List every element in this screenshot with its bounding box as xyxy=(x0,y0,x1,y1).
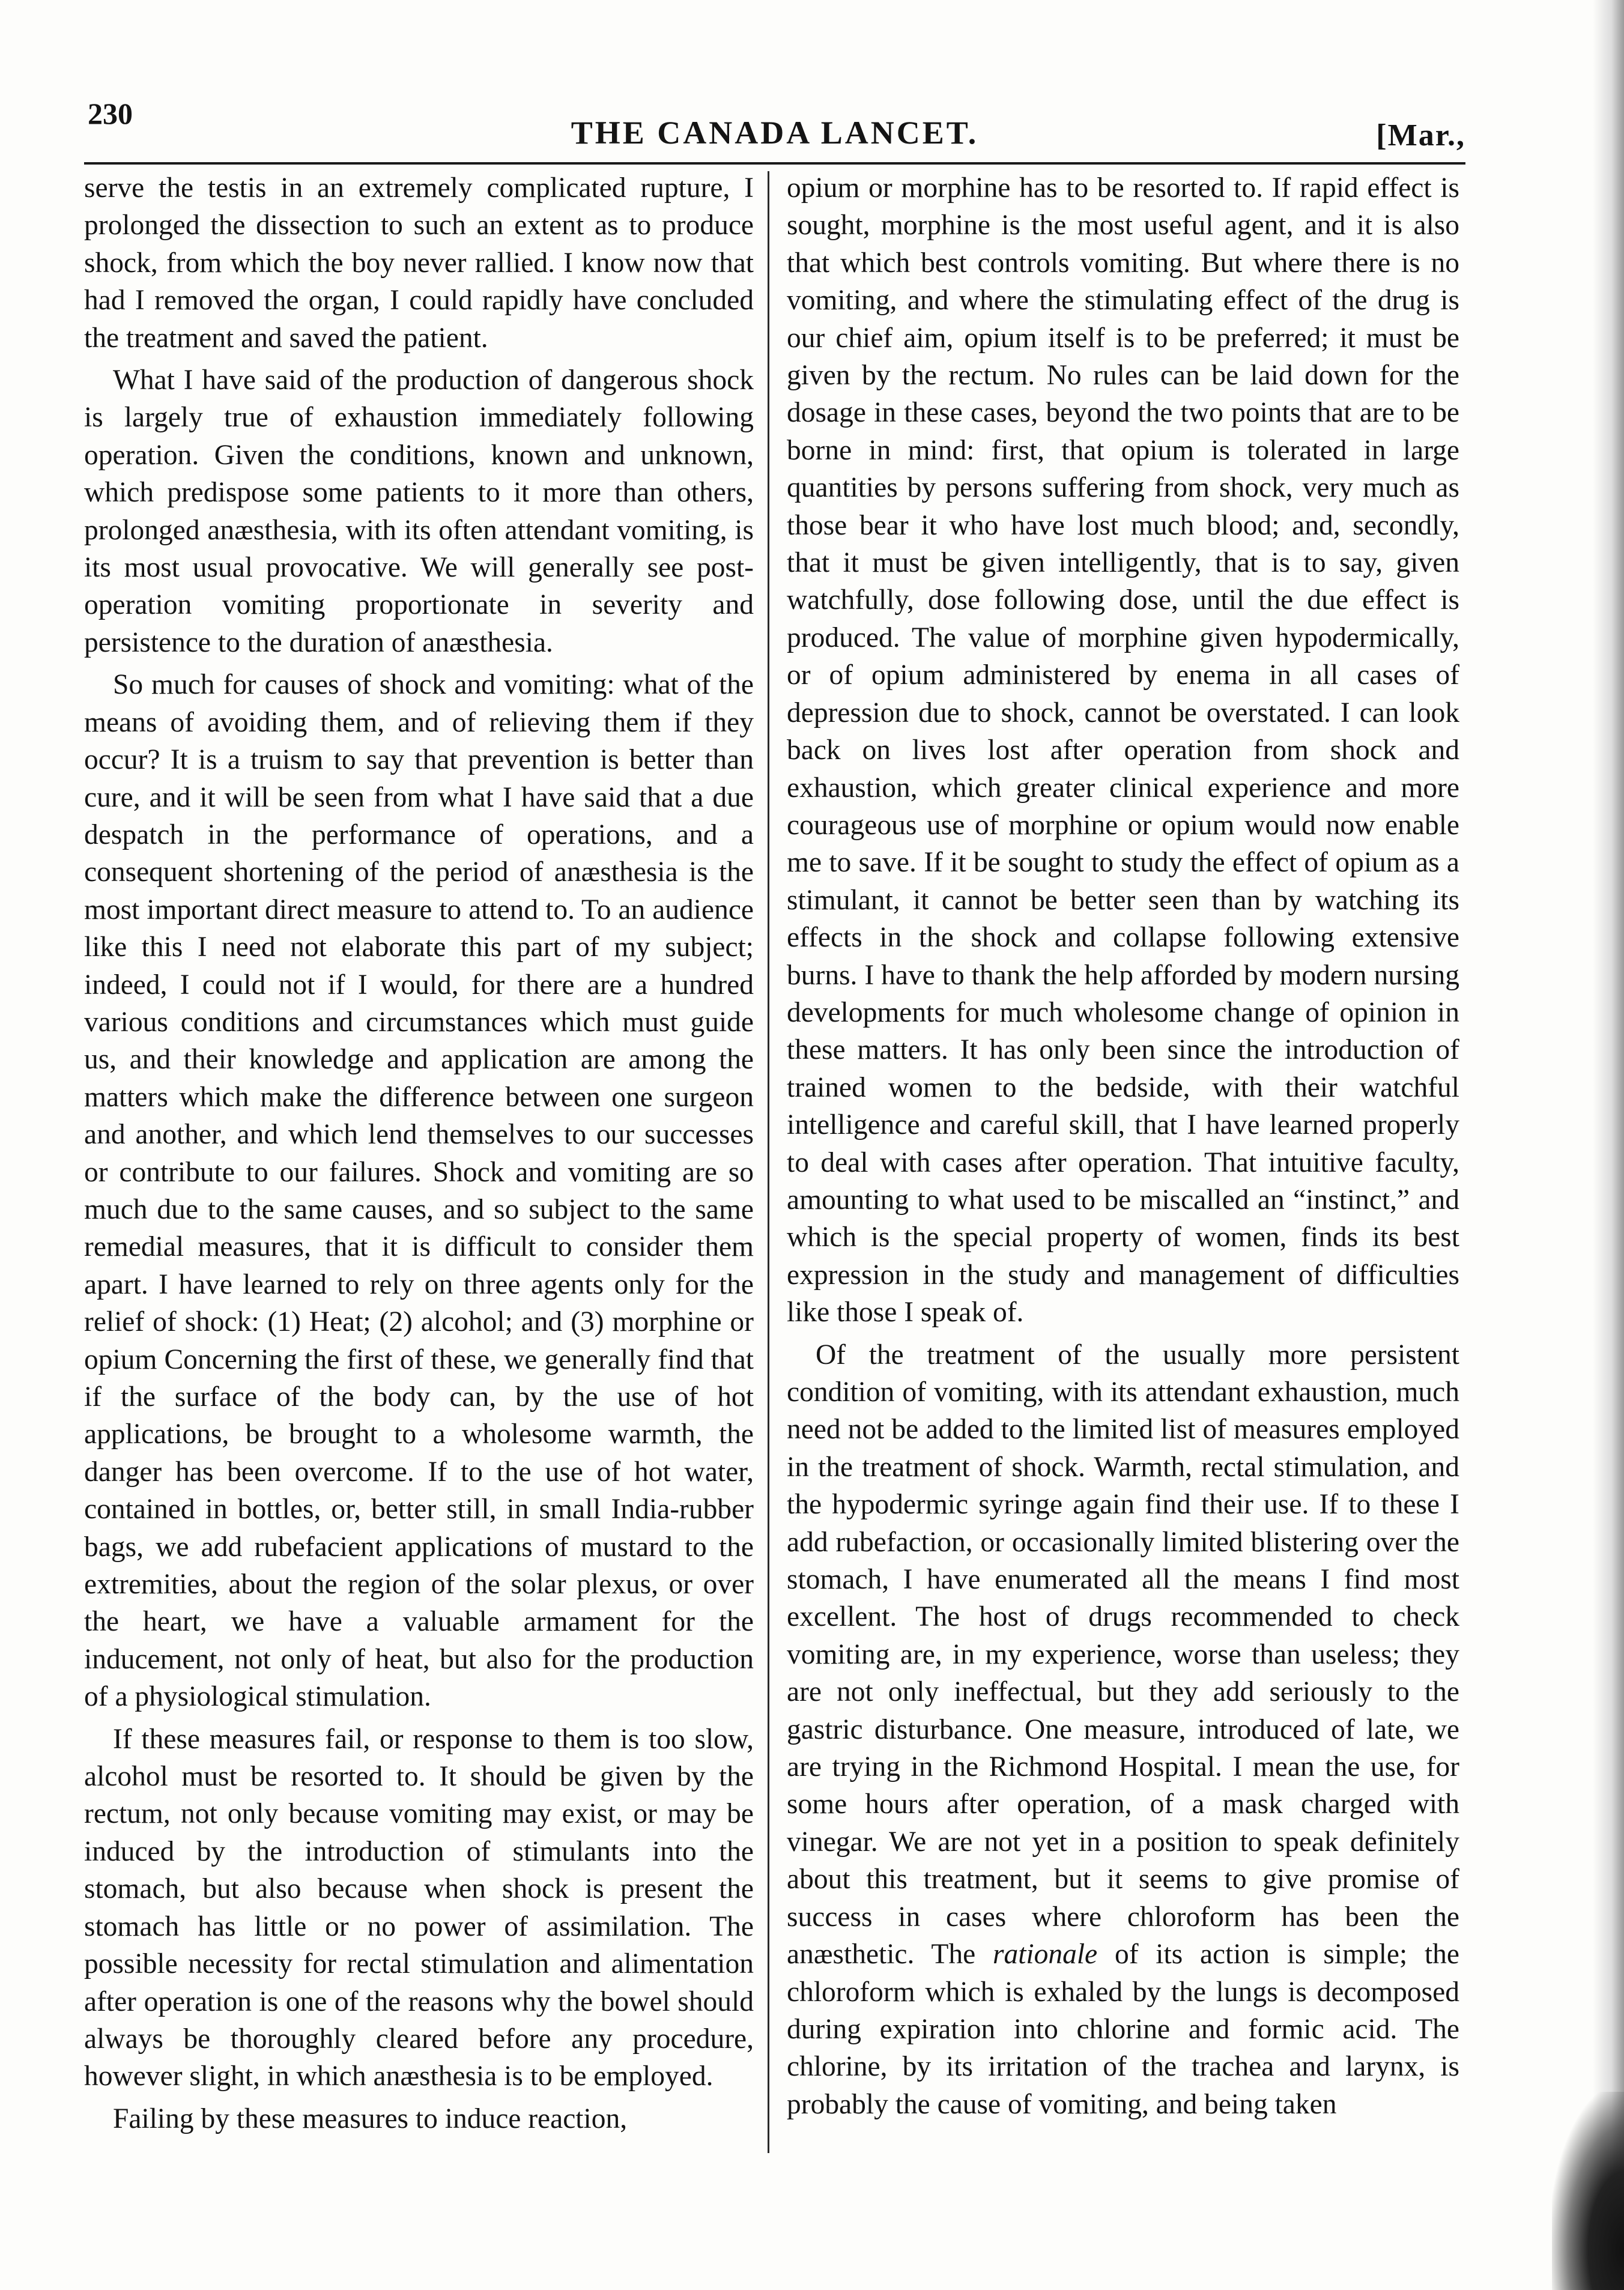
italic-term: rationale xyxy=(992,1939,1098,1970)
page-number: 230 xyxy=(88,97,133,130)
paragraph: So much for causes of shock and vomiting: what of the means of avoiding them, and of relieving them if they occur? It is a truism to say that prevention is better than cure, and it will be seen from what I have said that a due despatch in the performance of operations, and a consequent shortening of the period of anæsthesia is the most important direct measure to attend to. To an audience like this I need not elaborate this part of my subject; indeed, I could not if I would, for there are a hundred various conditions and circumstances which must guide us, and their knowledge and application are among the matters which make the difference between one surgeon and another, and which lend themselves to our successes or contribute to our failures. Shock and vomiting are so much due to the same causes, and so subject to the same remedial measures, that it is difficult to consider them apart. I have learned to rely on three agents only for the relief of shock: (1) Heat; (2) alcohol; and (3) morphine or opium Concerning the first of these, we generally find that if the surface of the body can, by the use of hot applications, be brought to a wholesome warmth, the danger has been overcome. If to the use of hot water, contained in bottles, or, better still, in small India-rubber bags, we add rubefacient applications of mustard to the extremities, about the region of the solar plexus, or over the heart, we have a valuable armament for the inducement, not only of heat, but also for the production of a physiological stimulation. xyxy=(84,669,754,1713)
page-edge-shadow xyxy=(1593,0,1624,2290)
paragraph-text: Of the treatment of the usually more persistent condition of vomiting, with its attendant exhaustion, much need not be added to the limited list of measures employed in the treatment of shock. Warmth, rectal stimulation, and the hypodermic syringe again find their use. If to these I add rubefaction, or occasionally limited blistering over the stomach, I have enumerated all the means I find most excellent. The host of drugs recommended to check vomiting are, in my experience, worse than useless; they are not only ineffectual, but they add seriously to the gastric disturbance. One measure, introduced of late, we are trying in the Richmond Hospital. I mean the use, for some hours after operation, of a mask charged with vinegar. We are not yet in a position to speak definitely about this treatment, but it seems to give promise of success in cases where chloroform has been the anæsthetic. The xyxy=(787,1339,1459,1970)
running-title: THE CANADA LANCET. xyxy=(571,115,979,151)
paragraph-text: of its action is simple; the chloroform which is exhaled by the lungs is decomposed during expiration into chlorine and formic acid. The chlorine, by its irritation of the trachea and larynx, is probably the cause of vomiting, and being taken xyxy=(787,1939,1459,2120)
header-rule xyxy=(84,162,1465,165)
left-column xyxy=(84,169,754,2169)
paragraph: serve the testis in an extremely complicated rupture, I prolonged the dissection to such an extent as to produce shock, from which the boy never rallied. I know now that had I removed the organ, I could rapidly have concluded the treatment and saved the patient. xyxy=(84,172,754,354)
issue-mark: [Mar., xyxy=(1376,118,1465,153)
paragraph: What I have said of the production of dangerous shock is largely true of exhaustion immediately following operation. Given the conditions, known and unknown, which predispose some patients to it more than others, prolonged anæsthesia, with its often attendant vomiting, is its most usual provocative. We will generally see post-operation vomiting proportionate in severity and persistence to the duration of anæsthesia. xyxy=(84,365,754,658)
right-column xyxy=(787,169,1459,2169)
paragraph: opium or morphine has to be resorted to. If rapid effect is sought, morphine is the most useful agent, and it is also that which best controls vomiting. But where there is no vomiting, and where the stimulating effect of the drug is our chief aim, opium itself is to be preferred; it must be given by the rectum. No rules can be laid down for the dosage in these cases, beyond the two points that are to be borne in mind: first, that opium is tolerated in large quantities by persons suffering from shock, very much as those bear it who have lost much blood; and, secondly, that it must be given intelligently, that is to say, given watchfully, dose following dose, until the due effect is produced. The value of morphine given hypodermically, or of opium administered by enema in all cases of depression due to shock, cannot be overstated. I can look back on lives lost after operation from shock and exhaustion, which greater clinical experience and more courageous use of morphine or opium would now enable me to save. If it be sought to study the effect of opium as a stimulant, it cannot be better seen than by watching its effects in the shock and collapse following extensive burns. I have to thank the help afforded by modern nursing developments for much wholesome change of opinion in these matters. It has only been since the introduction of trained women to the bedside, with their watchful intelligence and careful skill, that I have learned properly to deal with cases after operation. That intuitive faculty, amounting to what used to be miscalled an “instinct,” and which is the special property of women, finds its best expression in the study and management of difficulties like those I speak of. xyxy=(787,172,1459,1328)
page-header xyxy=(84,90,1465,153)
paragraph: If these measures fail, or response to them is too slow, alcohol must be resorted to. It should be given by the rectum, not only because vomiting may exist, or may be induced by the introduction of stimulants into the stomach, but also because when shock is present the stomach has little or no power of assimilation. The possible necessity for rectal stimulation and alimentation after operation is one of the reasons why the bowel should always be thoroughly cleared before any procedure, however slight, in which anæsthesia is to be employed. xyxy=(84,1723,754,2092)
column-divider xyxy=(768,171,769,2153)
ink-blot xyxy=(1552,2092,1624,2290)
paragraph xyxy=(787,1336,1459,2124)
paragraph: Failing by these measures to induce reaction, xyxy=(113,2103,628,2134)
